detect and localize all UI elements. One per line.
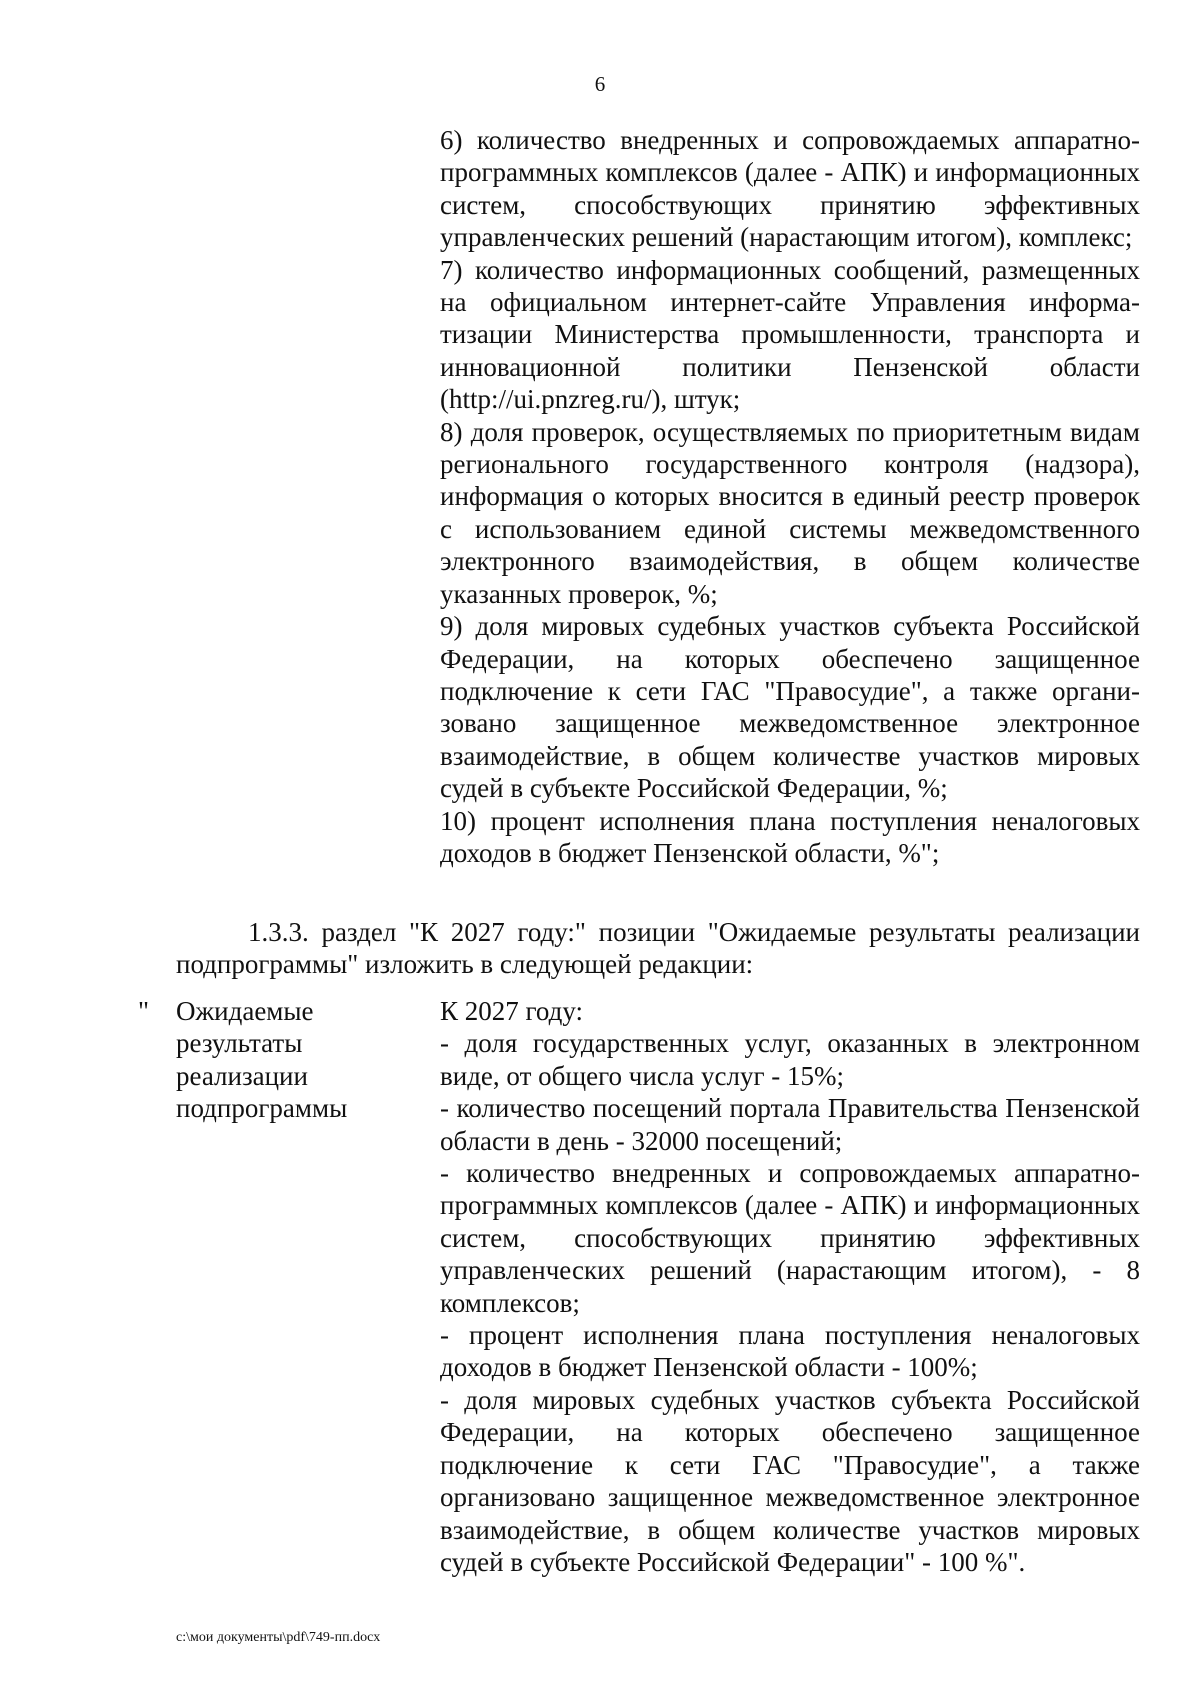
results-label-line: Ожидаемые xyxy=(176,996,314,1026)
indicator-item-10: 10) процент исполнения плана поступления неналоговых доходов в бюджет Пензенской области, %"; xyxy=(440,805,1140,868)
results-label-line: реализации xyxy=(176,1060,308,1091)
section-paragraph: 1.3.3. раздел "К 2027 году:" позиции "Ожидаемые результаты реализации подпрограммы" изложить в следующей редакции: xyxy=(176,917,1140,980)
indicator-item-8: 8) доля проверок, осуществляемых по приоритетным видам регионального государственного контроля (надзора), информация о которых вносится в единый реестр проверок с использованием единой системы межведомственного электронного взаимодействия, в общем количестве указанных проверок, %; xyxy=(440,416,1140,609)
footer-file-path: c:\мои документы\pdf\749-пп.docx xyxy=(176,1630,381,1645)
opening-quote-mark: " xyxy=(138,996,150,1026)
results-label-line: результаты xyxy=(176,1028,303,1059)
result-item: - доля мировых судебных участков субъекта Российской Федерации, на которых обеспечено защищенное подключение к сети ГАС "Правосудие", а также организовано защищенное межведомственное электронное взаимодействие, в общем количестве участков мировых судей в субъекте Российской Федерации" - 100 %". xyxy=(440,1384,1140,1577)
result-item: - количество посещений портала Правительства Пензенской области в день - 32000 посещений; xyxy=(440,1093,1140,1156)
results-heading: К 2027 году: xyxy=(440,996,584,1026)
page-number: 6 xyxy=(594,72,606,96)
indicator-item-9: 9) доля мировых судебных участков субъекта Российской Федерации, на которых обеспечено защищенное подключение к сети ГАС "Правосудие", а также организовано защищенное межведомственное электронное взаимодействие, в общем количестве участков мировых судей в субъекте Российской Федерации, %; xyxy=(440,611,1140,804)
result-item: - доля государственных услуг, оказанных в электронном виде, от общего числа услуг - 15%; xyxy=(440,1028,1140,1091)
result-item: - процент исполнения плана поступления неналоговых доходов в бюджет Пензенской области - 100%; xyxy=(440,1320,1140,1383)
results-content xyxy=(440,995,1140,1578)
indicators-list xyxy=(440,124,1140,869)
results-label-line: подпрограммы xyxy=(176,1093,348,1124)
indicator-item-7: 7) количество информационных сообщений, размещенных на официальном интернет-сайте Управления информатизации Министерства промышленности, транспорта и инновационной политики Пензенской области (http://ui.pnzreg.ru/), штук; xyxy=(440,254,1140,415)
result-item: - количество внедренных и сопровождаемых аппаратно-программных комплексов (далее - АПК) и информационных систем, способствующих принятию эффективных управленческих решений (нарастающим итогом), - 8 комплексов; xyxy=(440,1158,1140,1318)
results-label xyxy=(176,995,406,1125)
indicator-item-6: 6) количество внедренных и сопровождаемых аппаратно-программных комплексов (далее - АПК) и информационных систем, способствующих принятию эффективных управленческих решений (нарастающим итогом), комплекс; xyxy=(440,125,1140,253)
